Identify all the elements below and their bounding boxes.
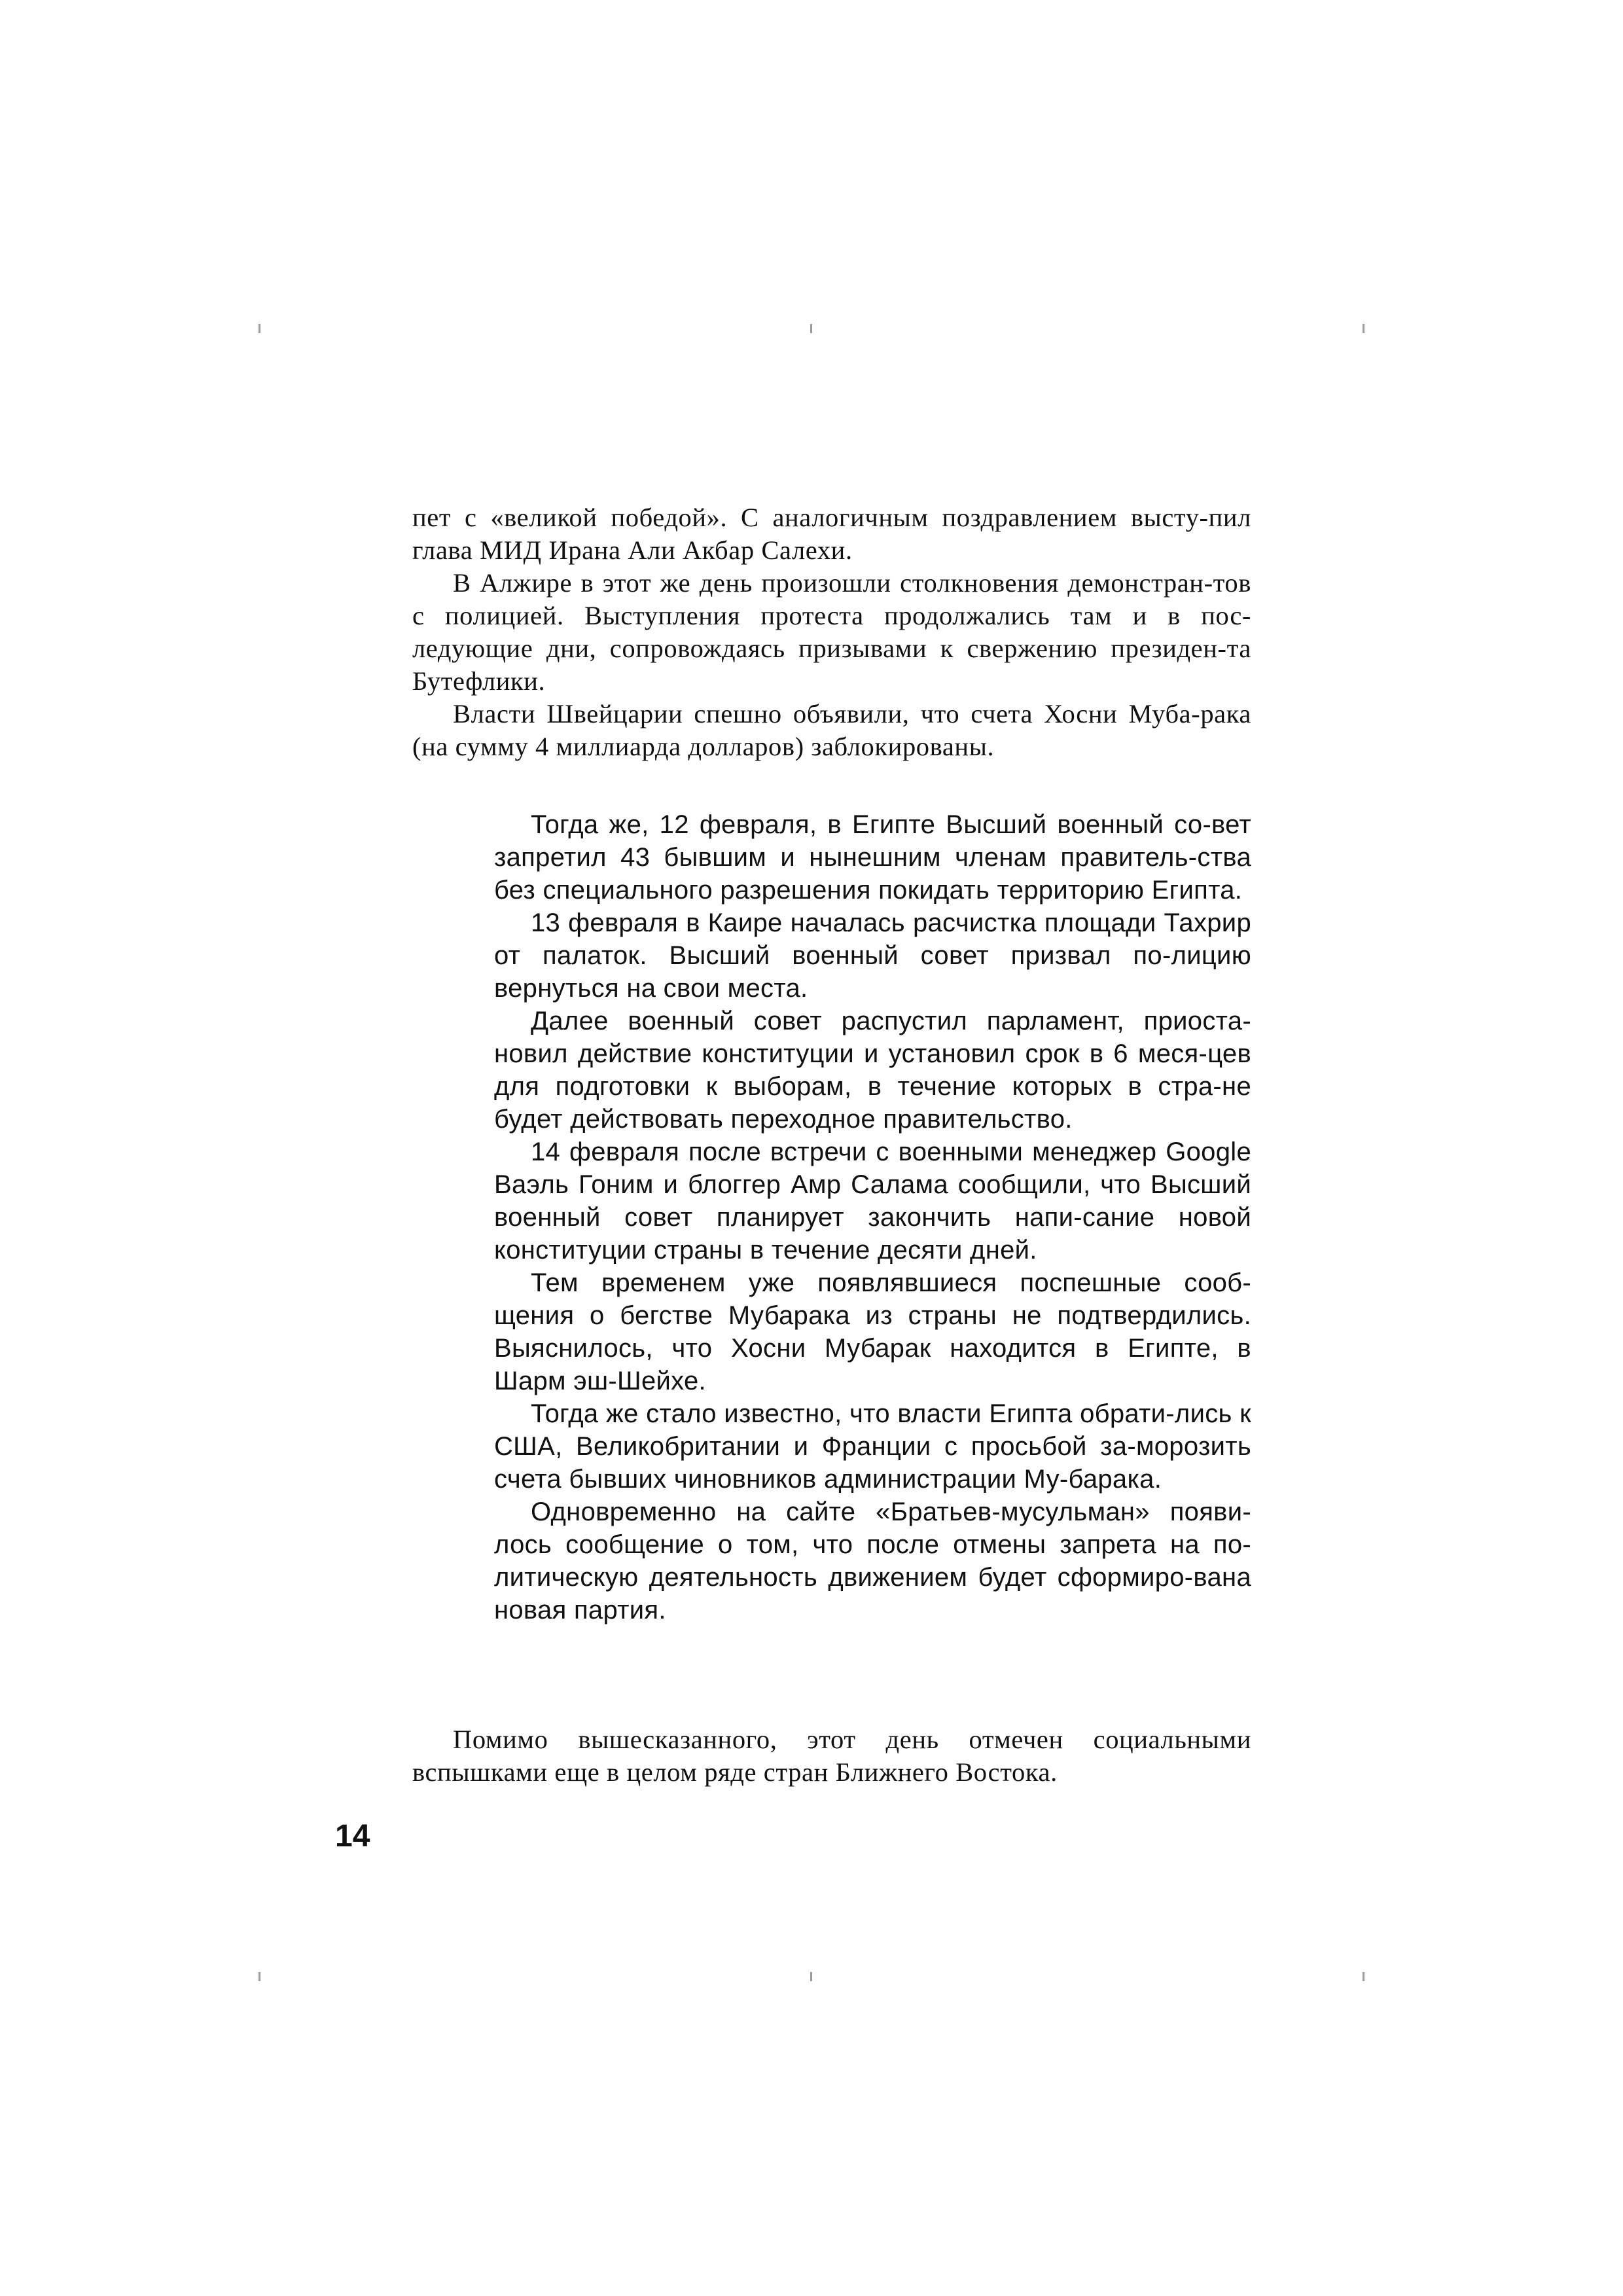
quote-section xyxy=(494,808,1251,1626)
crop-mark-top-right xyxy=(1363,324,1364,333)
top-text-section xyxy=(412,501,1251,763)
quote-paragraph: Далее военный совет распустил парламент, приоста-новил действие конституции и установил срок в 6 меся-цев для подготовки к выборам, в течение которых в стра-не будет действовать переходное правительство. xyxy=(494,1007,1251,1134)
crop-mark-bottom-left xyxy=(259,1972,260,1981)
crop-mark-bottom-right xyxy=(1363,1972,1364,1981)
quote-paragraph: 13 февраля в Каире началась расчистка площади Тахрир от палаток. Высший военный совет призвал по-лицию вернуться на свои места. xyxy=(494,908,1251,1003)
paragraph-switzerland: Власти Швейцарии спешно объявили, что счета Хосни Муба-рака (на сумму 4 миллиарда долларов) заблокированы. xyxy=(412,699,1251,761)
bottom-text-section xyxy=(412,1723,1251,1789)
paragraph-summary: Помимо вышесказанного, этот день отмечен социальными вспышками еще в целом ряде стран Ближнего Востока. xyxy=(412,1725,1251,1787)
quote-paragraph: 14 февраля после встречи с военными менеджер Google Ваэль Гоним и блоггер Амр Салама сообщили, что Высший военный совет планирует закончить напи-сание новой конституции страны в течение десяти дней. xyxy=(494,1138,1251,1265)
crop-mark-bottom-center xyxy=(810,1972,812,1981)
paragraph-algeria: В Алжире в этот же день произошли столкновения демонстран-тов с полицией. Выступления протеста продолжались там и в пос-ледующие дни, сопровождаясь призывами к свержению президен-та Бутефлики. xyxy=(412,568,1251,696)
crop-mark-top-center xyxy=(810,324,812,333)
crop-mark-top-left xyxy=(259,324,260,333)
quote-paragraph: Тем временем уже появлявшиеся поспешные сооб-щения о бегстве Мубарака из страны не подтвердились. Выяснилось, что Хосни Мубарак находится в Египте, в Шарм эш-Шейхе. xyxy=(494,1268,1251,1395)
quote-paragraph: Тогда же, 12 февраля, в Египте Высший военный со-вет запретил 43 бывшим и нынешним членам правитель-ства без специального разрешения покидать территорию Египта. xyxy=(494,810,1251,905)
page-number: 14 xyxy=(335,1819,370,1854)
quote-paragraph: Одновременно на сайте «Братьев-мусульман» появи-лось сообщение о том, что после отмены запрета на по-литическую деятельность движением будет сформиро-вана новая партия. xyxy=(494,1498,1251,1624)
quote-paragraph: Тогда же стало известно, что власти Египта обрати-лись к США, Великобритании и Франции с просьбой за-морозить счета бывших чиновников администрации Му-барака. xyxy=(494,1399,1251,1494)
paragraph-continuation: пет с «великой победой». С аналогичным поздравлением высту-пил глава МИД Ирана Али Акбар Салехи. xyxy=(412,503,1251,565)
